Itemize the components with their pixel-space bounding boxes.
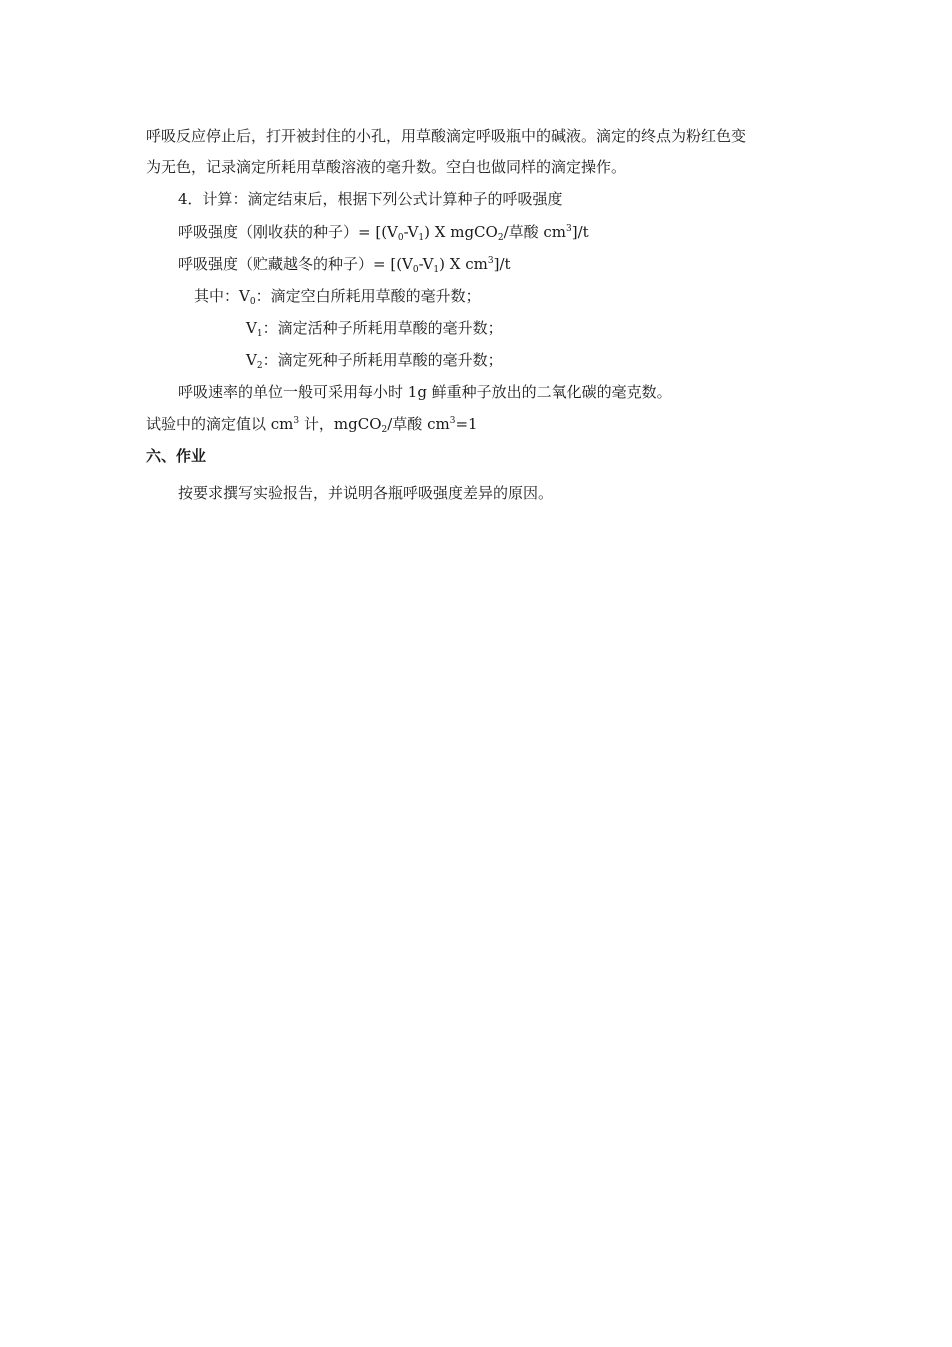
subscript: 1: [256, 329, 263, 339]
paragraph-text: /草酸 cm: [387, 415, 450, 433]
formula-text: 呼吸强度（贮藏越冬的种子）= [(V: [178, 255, 413, 273]
formula-text: -V: [403, 223, 419, 241]
paragraph-line: 呼吸反应停止后，打开被封住的小孔，用草酸滴定呼吸瓶中的碱液。滴定的终点为粉红色变: [146, 127, 747, 145]
section-heading: 六、作业: [146, 447, 207, 465]
definition-text: 其中：V: [194, 287, 250, 305]
paragraph-line: 为无色，记录滴定所耗用草酸溶液的毫升数。空白也做同样的滴定操作。: [146, 158, 627, 176]
superscript: 3: [449, 416, 456, 426]
paragraph-line: 按要求撰写实验报告，并说明各瓶呼吸强度差异的原因。: [178, 484, 554, 502]
superscript: 3: [487, 256, 494, 266]
formula-text: ]/t: [493, 255, 511, 273]
variable-definition: [194, 286, 874, 306]
formula-text: 呼吸强度（刚收获的种子）= [(V: [178, 223, 398, 241]
paragraph-text: =1: [455, 415, 478, 433]
paragraph-text: 试验中的滴定值以 cm: [146, 415, 294, 433]
formula-text: -V: [418, 255, 434, 273]
formula-text: ) X cm: [439, 255, 488, 273]
superscript: 3: [293, 416, 300, 426]
subscript: 2: [497, 233, 504, 243]
paragraph-line: 呼吸速率的单位一般可采用每小时 1g 鲜重种子放出的二氧化碳的毫克数。: [178, 383, 672, 401]
variable-definition: [246, 318, 926, 338]
definition-text: ：滴定空白所耗用草酸的毫升数；: [255, 287, 481, 305]
formula-text: /草酸 cm: [503, 223, 567, 241]
formula-text: ]/t: [571, 223, 589, 241]
formula-stored-seeds: [178, 254, 858, 274]
formula-text: ) X mgCO: [424, 223, 498, 241]
subscript: 0: [249, 297, 256, 307]
variable-definition: [246, 350, 926, 370]
definition-text: V: [246, 319, 257, 337]
subscript: 2: [381, 425, 388, 435]
definition-text: ：滴定死种子所耗用草酸的毫升数；: [262, 351, 503, 369]
subscript: 1: [433, 265, 440, 275]
subscript: 0: [412, 265, 419, 275]
subscript: 0: [397, 233, 404, 243]
subscript: 1: [418, 233, 425, 243]
superscript: 3: [566, 224, 572, 234]
definition-text: ：滴定活种子所耗用草酸的毫升数；: [262, 319, 503, 337]
step-heading: 4．计算：滴定结束后，根据下列公式计算种子的呼吸强度: [178, 190, 563, 208]
paragraph-line: [146, 414, 826, 434]
formula-fresh-seeds: [178, 222, 858, 242]
subscript: 2: [256, 361, 263, 371]
paragraph-text: 计，mgCO: [299, 415, 382, 433]
definition-text: V: [246, 351, 257, 369]
